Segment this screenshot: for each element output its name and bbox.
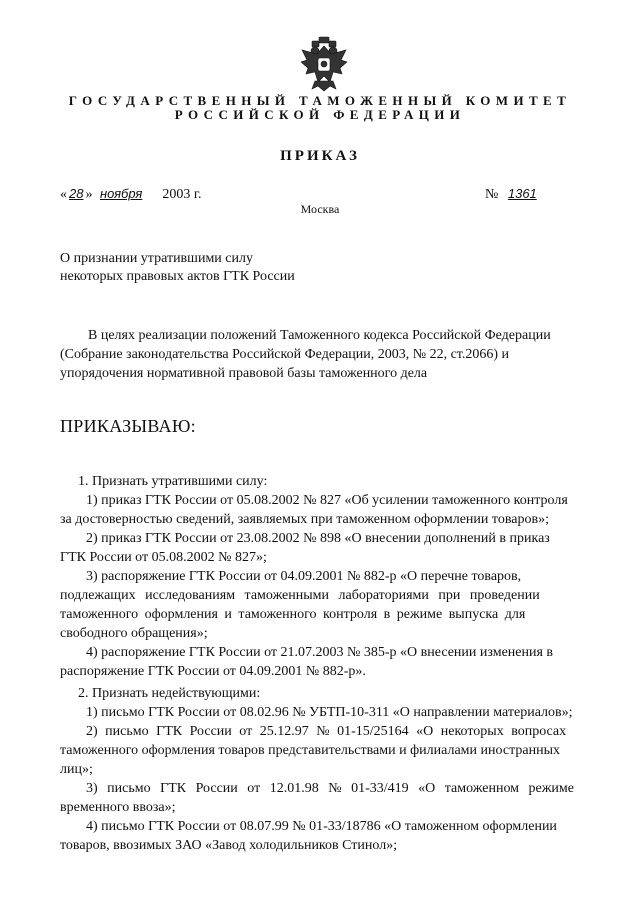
section2-item2-line2: таможенного оформления товаров представительствами и филиалами иностранных <box>60 743 560 758</box>
preamble-line3: упорядочения нормативной правовой базы таможенного дела <box>60 366 428 381</box>
number-label: № <box>485 187 499 202</box>
section2-item3-line2: временного ввоза»; <box>60 800 176 815</box>
number-value: 1361 <box>507 186 537 201</box>
document-subject <box>60 250 295 286</box>
section2-item4-line2: товаров, ввозимых ЗАО «Завод холодильников Стинол»; <box>60 838 398 853</box>
org-name-line1: ГОСУДАРСТВЕННЫЙ ТАМОЖЕННЫЙ КОМИТЕТ <box>68 93 572 108</box>
date-close-quote: » <box>85 187 93 202</box>
section1-item4-line2: распоряжение ГТК России от 04.09.2001 № 882-р». <box>60 664 366 679</box>
section1-item4-line1: 4) распоряжение ГТК России от 21.07.2003 № 385-р «О внесении изменения в <box>86 645 554 660</box>
section2-item1-line1: 1) письмо ГТК России от 08.02.96 № УБТП-10-311 «О направлении материалов»; <box>86 705 573 720</box>
order-word: ПРИКАЗЫВАЮ: <box>60 416 196 436</box>
subject-line1: О признании утратившими силу <box>60 251 253 266</box>
date-open-quote: « <box>60 187 67 202</box>
section1-item2-line1: 2) приказ ГТК России от 23.08.2002 № 898 «О внесении дополнений в приказ <box>86 531 550 546</box>
section1-item1-line2: за достоверностью сведений, заявляемых при таможенном оформлении товаров»; <box>60 512 549 527</box>
document-date <box>60 186 202 203</box>
section1-item3-line4: свободного обращения»; <box>60 626 208 641</box>
coat-of-arms-icon <box>298 36 350 92</box>
section1-heading: 1. Признать утратившими силу: <box>78 474 268 489</box>
section2-item2-line1: 2) письмо ГТК России от 25.12.97 № 01-15/25164 «О некоторых вопросах <box>86 724 567 739</box>
preamble-line2: (Собрание законодательства Российской Федерации, 2003, № 22, ст.2066) и <box>60 347 510 362</box>
document-title: ПРИКАЗ <box>280 148 360 164</box>
date-day: 28 <box>69 186 84 201</box>
preamble-line1: В целях реализации положений Таможенного кодекса Российской Федерации <box>88 328 551 343</box>
document-city: Москва <box>300 202 340 216</box>
document-number <box>485 186 571 203</box>
org-name-line2: РОССИЙСКОЙ ФЕДЕРАЦИИ <box>174 107 466 122</box>
section1-item3-line1: 3) распоряжение ГТК России от 04.09.2001 № 882-р «О перечне товаров, <box>86 569 522 584</box>
section2-item3-line1: 3) письмо ГТК России от 12.01.98 № 01-33/419 «О таможенном режиме <box>86 781 574 796</box>
preamble <box>60 326 605 383</box>
section1-item1-line1: 1) приказ ГТК России от 05.08.2002 № 827 «Об усилении таможенного контроля <box>86 493 568 508</box>
section2-heading: 2. Признать недействующими: <box>78 686 261 701</box>
section-2 <box>60 684 605 855</box>
section2-item4-line1: 4) письмо ГТК России от 08.07.99 № 01-33/18786 «О таможенном оформлении <box>86 819 557 834</box>
section2-item2-line3: лиц»; <box>60 762 93 777</box>
date-month: ноября <box>99 186 143 201</box>
date-year: 2003 г. <box>162 187 202 202</box>
section1-item3-line2: подлежащих исследованиям таможенными лабораториями при проведении <box>60 588 540 603</box>
subject-line2: некоторых правовых актов ГТК России <box>60 269 295 284</box>
section1-item3-line3: таможенного оформления и таможенного контроля в режиме выпуска для <box>60 607 526 622</box>
section1-item2-line2: ГТК России от 05.08.2002 № 827»; <box>60 550 267 565</box>
section-1 <box>60 472 605 681</box>
